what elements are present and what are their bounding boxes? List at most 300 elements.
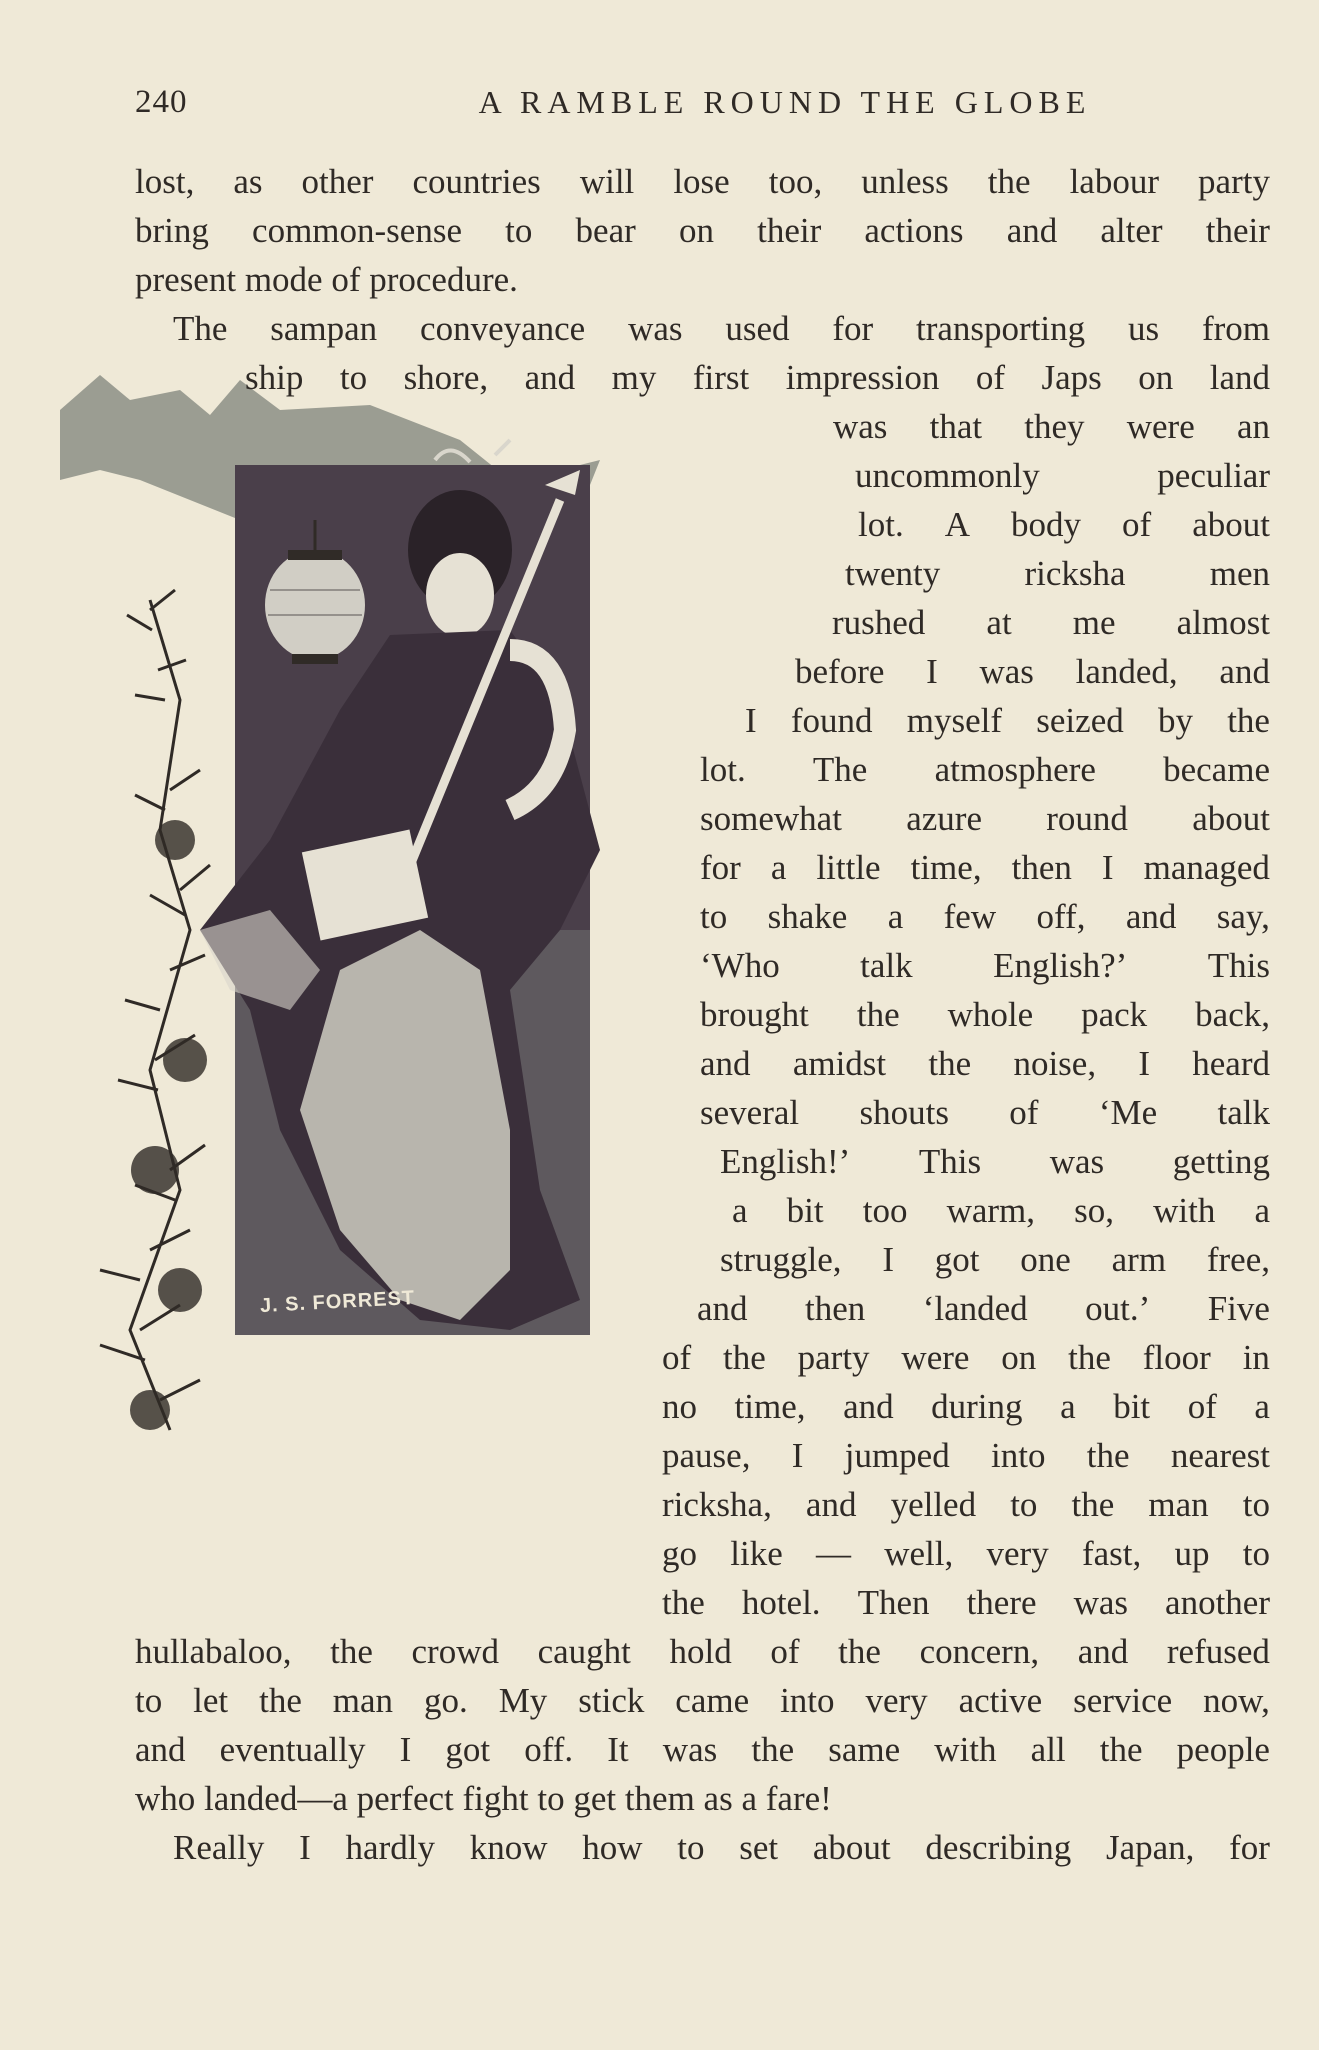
body-line-text <box>700 1042 1270 1086</box>
body-line-text <box>173 307 1270 351</box>
word: to <box>339 358 368 397</box>
body-line <box>795 650 1270 694</box>
word: with <box>1153 1191 1216 1230</box>
body-line <box>135 1630 1270 1674</box>
word: will <box>579 162 635 201</box>
word: The <box>812 750 868 789</box>
word: lot. <box>858 505 904 544</box>
body-line <box>700 1042 1270 1086</box>
word: — <box>815 1534 851 1573</box>
word: the <box>1068 1338 1111 1377</box>
body-line-text <box>745 699 1270 743</box>
word: bit <box>786 1191 824 1230</box>
word: I <box>299 1828 311 1867</box>
word: My <box>498 1681 548 1720</box>
face <box>426 553 494 637</box>
word: service <box>1073 1681 1173 1720</box>
word: an <box>1236 407 1270 446</box>
word: another <box>1165 1583 1270 1622</box>
body-line <box>662 1532 1270 1576</box>
word: somewhat <box>700 799 842 838</box>
word: and <box>135 1730 186 1769</box>
body-line-text <box>662 1483 1270 1527</box>
word: man <box>332 1681 394 1720</box>
word: to <box>505 211 533 250</box>
word: got <box>934 1240 980 1279</box>
word: warm, <box>946 1191 1036 1230</box>
body-line-text <box>700 797 1270 841</box>
word: as <box>233 162 263 201</box>
word: seized <box>1036 701 1124 740</box>
word: the <box>259 1681 302 1720</box>
word: was <box>1049 1142 1105 1181</box>
word: lost, <box>135 162 195 201</box>
word: so, <box>1074 1191 1114 1230</box>
word: brought <box>700 995 809 1034</box>
word: very <box>986 1534 1049 1573</box>
body-line-text <box>700 993 1270 1037</box>
word: almost <box>1176 603 1270 642</box>
word: ‘Me <box>1098 1093 1158 1132</box>
word: into <box>991 1436 1046 1475</box>
word: yelled <box>890 1485 977 1524</box>
word: to <box>135 1681 163 1720</box>
word: time, <box>910 848 982 887</box>
word: one <box>1020 1240 1071 1279</box>
word: me <box>1072 603 1116 642</box>
word: Japan, <box>1105 1828 1195 1867</box>
word: out.’ <box>1085 1289 1151 1328</box>
word: ‘Who <box>700 946 780 985</box>
word: into <box>780 1681 835 1720</box>
word: know <box>469 1828 548 1867</box>
word: got <box>445 1730 491 1769</box>
word: atmosphere <box>934 750 1096 789</box>
word: actions <box>864 211 964 250</box>
word: to <box>1010 1485 1038 1524</box>
body-line <box>700 797 1270 841</box>
body-line-text <box>845 552 1270 596</box>
word: during <box>931 1387 1023 1426</box>
word: rushed <box>832 603 926 642</box>
word: I <box>399 1730 412 1769</box>
body-line <box>135 1777 1270 1821</box>
word: of <box>1187 1387 1217 1426</box>
body-line-text <box>173 1826 1270 1870</box>
word: became <box>1163 750 1270 789</box>
word: well, <box>884 1534 954 1573</box>
word: and <box>843 1387 894 1426</box>
word: the <box>838 1632 881 1671</box>
word: hold <box>669 1632 732 1671</box>
word: set <box>739 1828 779 1867</box>
word: back, <box>1195 995 1270 1034</box>
word: getting <box>1172 1142 1270 1181</box>
word: of <box>662 1338 692 1377</box>
word: the <box>1099 1730 1143 1769</box>
word: the <box>751 1730 795 1769</box>
body-line <box>732 1189 1270 1233</box>
word: a <box>887 897 904 936</box>
word: then <box>1011 848 1072 887</box>
word: of <box>770 1632 800 1671</box>
word: on <box>678 211 714 250</box>
body-line <box>245 356 1270 400</box>
word: their <box>1205 211 1270 250</box>
body-line <box>858 503 1270 547</box>
word: English?’ <box>993 946 1128 985</box>
word: of <box>1122 505 1152 544</box>
word: of <box>1009 1093 1039 1132</box>
word: and <box>1077 1632 1129 1671</box>
word: body <box>1011 505 1082 544</box>
word: lose <box>673 162 730 201</box>
page-number: 240 <box>135 84 188 120</box>
word: bear <box>575 211 636 250</box>
word: on <box>1001 1338 1037 1377</box>
word: the <box>662 1583 705 1622</box>
word: other <box>301 162 374 201</box>
word: refused <box>1166 1632 1270 1671</box>
word: party <box>1198 162 1270 201</box>
word: eventually <box>219 1730 366 1769</box>
body-line-text <box>662 1385 1270 1429</box>
word: struggle, <box>720 1240 842 1279</box>
body-line-text <box>833 405 1270 449</box>
word: shore, <box>403 358 489 397</box>
word: round <box>1046 799 1128 838</box>
word: It <box>607 1730 629 1769</box>
word: now, <box>1203 1681 1270 1720</box>
word: heard <box>1192 1044 1270 1083</box>
word: very <box>865 1681 928 1720</box>
word: was <box>1073 1583 1128 1622</box>
word: too, <box>768 162 823 201</box>
word: jumped <box>844 1436 950 1475</box>
word: impression <box>785 358 940 397</box>
word: and <box>1125 897 1177 936</box>
body-line-text <box>855 454 1270 498</box>
body-line <box>697 1287 1270 1331</box>
word: little <box>816 848 881 887</box>
word: came <box>675 1681 750 1720</box>
word: a <box>1254 1387 1270 1426</box>
word: man <box>1148 1485 1209 1524</box>
word: I <box>1138 1044 1150 1083</box>
word: the <box>987 162 1031 201</box>
word: bring <box>135 211 209 250</box>
body-line-text <box>700 748 1270 792</box>
body-line <box>662 1434 1270 1478</box>
body-line-text <box>795 650 1270 694</box>
word: all <box>1030 1730 1066 1769</box>
word: the <box>330 1632 373 1671</box>
word: A <box>944 505 970 544</box>
word: in <box>1242 1338 1270 1377</box>
body-line-text: present mode of procedure. <box>135 260 518 299</box>
word: myself <box>906 701 1003 740</box>
body-line <box>700 748 1270 792</box>
word: stick <box>578 1681 645 1720</box>
body-line <box>135 160 1270 204</box>
word: that <box>929 407 983 446</box>
word: unless <box>861 162 949 201</box>
word: their <box>757 211 822 250</box>
body-line-text <box>135 160 1270 204</box>
word: land <box>1209 358 1270 397</box>
word: hardly <box>345 1828 435 1867</box>
body-line-text <box>662 1581 1270 1625</box>
word: managed <box>1143 848 1270 887</box>
body-line <box>662 1385 1270 1429</box>
word: let <box>193 1681 229 1720</box>
word: noise, <box>1013 1044 1097 1083</box>
word: hotel. <box>741 1583 821 1622</box>
word: was <box>833 407 888 446</box>
body-line-text <box>135 1679 1270 1723</box>
word: and <box>524 358 576 397</box>
body-line <box>720 1140 1270 1184</box>
word: shouts <box>859 1093 949 1132</box>
word: pause, <box>662 1436 751 1475</box>
body-line-text <box>135 1728 1270 1772</box>
body-line <box>700 846 1270 890</box>
body-line <box>832 601 1270 645</box>
word: amidst <box>792 1044 887 1083</box>
word: Five <box>1207 1289 1270 1328</box>
body-line-text <box>700 846 1270 890</box>
word: I <box>791 1436 804 1475</box>
body-line <box>700 944 1270 988</box>
body-line-text <box>700 944 1270 988</box>
word: to <box>1242 1485 1270 1524</box>
word: found <box>790 701 873 740</box>
word: talk <box>1217 1093 1270 1132</box>
word: to <box>677 1828 705 1867</box>
word: party <box>797 1338 870 1377</box>
page-header <box>135 84 1270 132</box>
body-line <box>662 1581 1270 1625</box>
word: active <box>958 1681 1043 1720</box>
word: were <box>1126 407 1195 446</box>
body-line <box>845 552 1270 596</box>
word: by <box>1157 701 1193 740</box>
word: at <box>986 603 1012 642</box>
word: my <box>611 358 657 397</box>
body-line-text <box>245 356 1270 400</box>
word: the <box>1086 1436 1130 1475</box>
body-line <box>173 307 1270 351</box>
word: same <box>828 1730 901 1769</box>
word: us <box>1127 309 1160 348</box>
word: Then <box>857 1583 930 1622</box>
word: alter <box>1100 211 1163 250</box>
body-line <box>135 1679 1270 1723</box>
body-line <box>720 1238 1270 1282</box>
word: lot. <box>700 750 746 789</box>
body-line-text <box>832 601 1270 645</box>
artist-signature: J. S. FORREST <box>259 1286 416 1318</box>
word: hullabaloo, <box>135 1632 292 1671</box>
word: shake <box>767 897 848 936</box>
word: sampan <box>270 309 378 348</box>
word: no <box>662 1387 697 1426</box>
word: up <box>1174 1534 1210 1573</box>
word: talk <box>860 946 913 985</box>
word: labour <box>1069 162 1159 201</box>
body-line-text <box>720 1238 1270 1282</box>
body-line-text <box>697 1287 1270 1331</box>
word: a <box>1060 1387 1076 1426</box>
word: to <box>700 897 728 936</box>
word: was <box>628 309 683 348</box>
word: from <box>1201 309 1270 348</box>
word: off. <box>524 1730 574 1769</box>
word: This <box>1207 946 1270 985</box>
body-line <box>662 1336 1270 1380</box>
word: a <box>770 848 787 887</box>
word: Japs <box>1041 358 1102 397</box>
body-line <box>173 1826 1270 1870</box>
word: go. <box>424 1681 468 1720</box>
word: with <box>934 1730 997 1769</box>
word: ship <box>245 358 304 397</box>
word: time, <box>734 1387 806 1426</box>
word: free, <box>1206 1240 1270 1279</box>
word: I <box>1101 848 1114 887</box>
word: twenty <box>845 554 941 593</box>
word: landed, <box>1075 652 1178 691</box>
body-line <box>135 258 1270 302</box>
word: ‘landed <box>922 1289 1028 1328</box>
word: and <box>805 1485 857 1524</box>
word: peculiar <box>1157 456 1270 495</box>
word: I <box>926 652 938 691</box>
word: a <box>732 1191 748 1230</box>
word: ricksha, <box>662 1485 772 1524</box>
word: for <box>1229 1828 1270 1867</box>
word: This <box>918 1142 982 1181</box>
word: say, <box>1216 897 1270 936</box>
word: pack <box>1081 995 1148 1034</box>
word: and <box>700 1044 751 1083</box>
word: about <box>1192 505 1270 544</box>
word: floor <box>1142 1338 1211 1377</box>
body-line-text <box>662 1532 1270 1576</box>
word: and <box>1006 211 1058 250</box>
body-line-text <box>700 1091 1270 1135</box>
word: and <box>697 1289 748 1328</box>
word: fast, <box>1081 1534 1142 1573</box>
word: bit <box>1113 1387 1151 1426</box>
word: English!’ <box>720 1142 851 1181</box>
body-line <box>833 405 1270 449</box>
word: crowd <box>411 1632 499 1671</box>
word: azure <box>906 799 982 838</box>
word: the <box>928 1044 972 1083</box>
word: there <box>966 1583 1037 1622</box>
word: Really <box>173 1828 265 1867</box>
word: the <box>723 1338 766 1377</box>
body-line-text <box>700 895 1270 939</box>
body-line <box>135 209 1270 253</box>
word: conveyance <box>420 309 586 348</box>
word: then <box>805 1289 866 1328</box>
word: for <box>832 309 874 348</box>
body-line <box>700 993 1270 1037</box>
word: caught <box>537 1632 631 1671</box>
body-line <box>662 1483 1270 1527</box>
body-line <box>855 454 1270 498</box>
word: whole <box>947 995 1034 1034</box>
word: the <box>856 995 900 1034</box>
word: ricksha <box>1024 554 1126 593</box>
body-line-text <box>732 1189 1270 1233</box>
word: several <box>700 1093 800 1132</box>
body-line-text: who landed—a perfect fight to get them as a fare! <box>135 1779 832 1818</box>
word: uncommonly <box>855 456 1040 495</box>
word: on <box>1138 358 1174 397</box>
body-line <box>700 895 1270 939</box>
body-line-text <box>135 1630 1270 1674</box>
word: of <box>975 358 1005 397</box>
word: and <box>1219 652 1270 691</box>
word: to <box>1242 1534 1270 1573</box>
word: used <box>725 309 790 348</box>
word: like <box>730 1534 783 1573</box>
word: go <box>662 1534 697 1573</box>
word: common-sense <box>252 211 462 250</box>
word: people <box>1176 1730 1270 1769</box>
word: The <box>173 309 228 348</box>
word: I <box>882 1240 894 1279</box>
word: too <box>862 1191 908 1230</box>
running-head: A RAMBLE ROUND THE GLOBE <box>478 84 1092 120</box>
word: the <box>1227 701 1270 740</box>
word: I <box>745 701 757 740</box>
word: men <box>1209 554 1270 593</box>
word: nearest <box>1170 1436 1270 1475</box>
word: was <box>662 1730 718 1769</box>
word: transporting <box>916 309 1086 348</box>
word: about <box>1192 799 1270 838</box>
body-line-text <box>662 1434 1270 1478</box>
word: off, <box>1036 897 1086 936</box>
word: arm <box>1111 1240 1167 1279</box>
body-line-text <box>135 209 1270 253</box>
word: first <box>692 358 750 397</box>
body-line <box>135 1728 1270 1772</box>
body-line <box>745 699 1270 743</box>
word: were <box>901 1338 970 1377</box>
word: concern, <box>919 1632 1040 1671</box>
body-line-text <box>662 1336 1270 1380</box>
word: countries <box>412 162 541 201</box>
body-line-text <box>720 1140 1270 1184</box>
word: about <box>812 1828 891 1867</box>
word: few <box>943 897 997 936</box>
word: they <box>1024 407 1085 446</box>
word: before <box>795 652 885 691</box>
word: for <box>700 848 741 887</box>
word: how <box>582 1828 643 1867</box>
body-line-text <box>858 503 1270 547</box>
word: describing <box>925 1828 1072 1867</box>
body-line <box>700 1091 1270 1135</box>
word: the <box>1071 1485 1115 1524</box>
word: a <box>1254 1191 1270 1230</box>
word: was <box>979 652 1034 691</box>
